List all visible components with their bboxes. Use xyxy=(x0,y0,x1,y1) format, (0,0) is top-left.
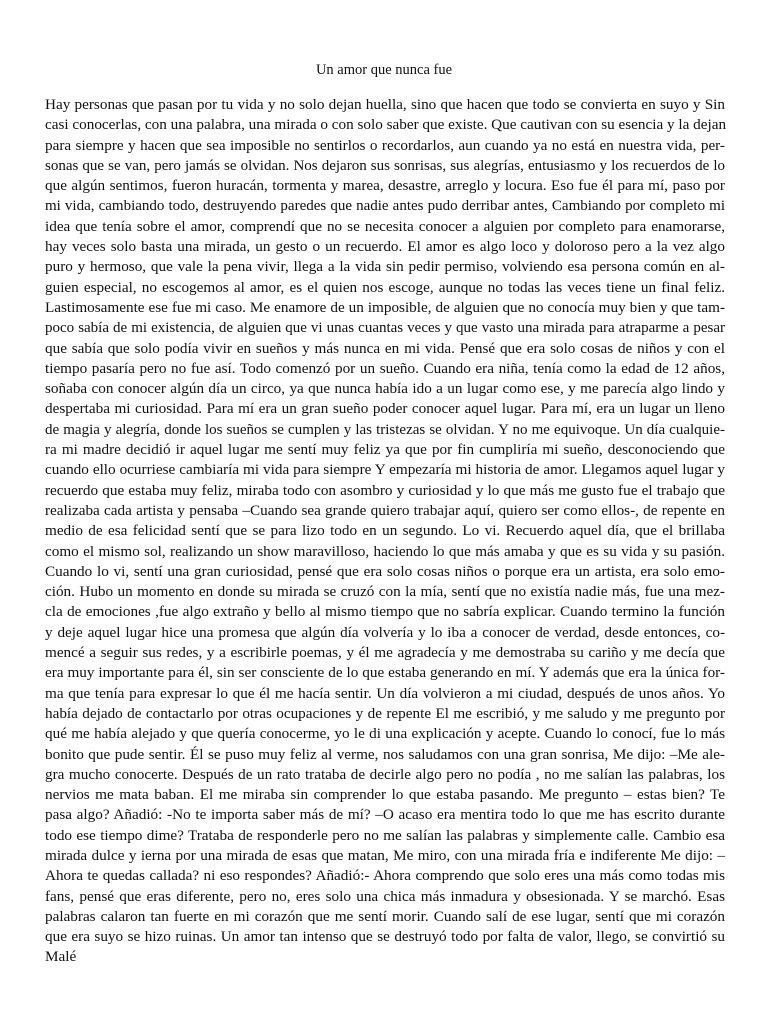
body-line: poco sabía de mi existencia, de alguien que vi unas cuantas veces y que vasto una mirada para atraparme a pesar xyxy=(45,320,725,337)
body-line: nervios me mata baban. El me miraba sin comprender lo que estaba pasando. Me pregunto – estas bien? Te xyxy=(45,786,725,804)
body-line: qué me había alejado y que quería conocerme, yo le di una explicación y acepte. Cuando lo conocí, fue lo más xyxy=(45,725,725,743)
body-line: recuerdo que estaba muy feliz, miraba todo con asombro y curiosidad y lo que más me gusto fue el trabajo que xyxy=(45,481,725,499)
body-line: gra mucho conocerte. Después de un rato trataba de decirle algo pero no podía , no me salían las palabras, los xyxy=(45,765,725,783)
body-line: mencé a seguir sus redes, y a escribirle poemas, y él me agradecía y me demostraba su cariño y me decía que xyxy=(45,644,725,662)
body-line: palabras calaron tan fuerte en mi corazón que me sentí morir. Cuando salí de ese lugar, sentí que mi corazón xyxy=(45,907,725,925)
body-line: cla de emociones ,fue algo extraño y bello al mismo tiempo que no sabría explicar. Cuando termino la función xyxy=(45,603,725,621)
body-line: medio de esa felicidad sentí que se para lizo todo en un segundo. Lo vi. Recuerdo aquel día, que el brillaba xyxy=(45,522,725,540)
body-line: despertaba mi curiosidad. Para mí era un gran sueño poder conocer aquel lugar. Para mí, era un lugar un lleno xyxy=(45,400,725,418)
body-line: era muy importante para él, sin ser consciente de lo que estaba generando en mí. Y además que era la única for- xyxy=(45,664,725,682)
body-line: que era suyo se hizo ruinas. Un amor tan intenso que se destruyó todo por falta de valor, llego, se convirtió su xyxy=(45,928,725,946)
body-line: que sabía que solo podía vivir en sueños y más nunca en mi vida. Pensé que era solo cosas de niños y con el xyxy=(45,339,725,357)
body-line: cuando ello ocurriese cambiaría mi vida para siempre Y empezaría mi historia de amor. Llegamos aquel lugar y xyxy=(45,461,725,479)
document-title: Un amor que nunca fue xyxy=(315,62,453,78)
body-line: había dejado de contactarlo por otras ocupaciones y de repente El me escribió, y me saludo y me pregunto por xyxy=(45,704,725,722)
document-body xyxy=(45,95,725,968)
body-line: hay veces solo basta una mirada, un gesto o un recuerdo. El amor es algo loco y doloroso pero a la vez algo xyxy=(45,238,725,256)
body-line: realizaba cada artista y pensaba –Cuando sea grande quiero trabajar aquí, quiero ser como ellos-, de repente en xyxy=(45,501,725,519)
body-line: tiempo pasaría pero no fue así. Todo comenzó por un sueño. Cuando era niña, tenía como la edad de 12 años, xyxy=(45,359,725,377)
body-line: para siempre y hacen que sea imposible no sentirlos o recordarlos, aun cuando ya no está en nuestra vida, per- xyxy=(45,136,725,154)
body-line: mi vida, cambiando todo, destruyendo paredes que nadie antes pudo derribar antes, Cambiando por completo mi xyxy=(45,198,725,215)
body-line: Ahora te quedas callada? ni eso respondes? Añadió:- Ahora comprendo que solo eres una más como todas mis xyxy=(45,867,725,885)
body-line: todo ese tiempo dime? Trataba de responderle pero no me salían las palabras y simplemente calle. Cambio esa xyxy=(45,826,725,844)
body-line: casi conocerlas, con una palabra, una mirada o con solo saber que existe. Que cautivan con su esencia y la dejan xyxy=(45,116,727,134)
body-line: Hay personas que pasan por tu vida y no solo dejan huella, sino que hacen que todo se convierta en suyo y Sin xyxy=(45,96,725,113)
body-line: ra mi madre decidió ir aquel lugar me sentí muy feliz ya que por fin cumpliría mi sueño, desconociendo que xyxy=(45,441,725,459)
body-line: Cuando lo vi, sentí una gran curiosidad, pensé que era solo cosas niños o porque era un artista, era solo emo- xyxy=(45,562,725,580)
body-line: bonito que pude sentir. Él se puso muy feliz al verme, nos saludamos con una gran sonrisa, Me dijo: –Me ale- xyxy=(45,745,725,763)
body-line: y deje aquel lugar hice una promesa que algún día volvería y lo iba a conocer de verdad, desde entonces, co- xyxy=(45,623,725,641)
body-line: que algún sentimos, fueron huracán, tormenta y marea, desastre, arreglo y locura. Eso fue él para mí, paso por xyxy=(45,177,725,195)
body-line: ma que tenía para expresar lo que él me hacía sentir. Un día volvieron a mi ciudad, después de unos años. Yo xyxy=(45,684,725,702)
body-line: como el mismo sol, realizando un show maravilloso, haciendo lo que más amaba y que es su vida y su pasión. xyxy=(45,542,725,560)
body-line: soñaba con conocer algún día un circo, ya que nunca había ido a un lugar como ese, y me parecía algo lindo y xyxy=(45,380,725,398)
body-line: Malé xyxy=(45,948,77,966)
body-line: pasa algo? Añadió: -No te importa saber más de mí? –O acaso era mentira todo lo que me has escrito durante xyxy=(45,806,725,824)
body-line: ción. Hubo un momento en donde su mirada se cruzó con la mía, sentí que no existía nadie más, fue una mez- xyxy=(45,583,725,601)
body-line: guien especial, no escogemos al amor, es el quien nos escoge, aunque no todas las veces tiene un final feliz. xyxy=(45,278,725,296)
body-line: puro y hermoso, que vale la pena vivir, llega a la vida sin pedir permiso, volviendo esa persona común en al- xyxy=(45,258,725,276)
body-line: de magia y alegría, donde los sueños se cumplen y las tristezas se olvidan. Y no me equivoque. Un día cualquie- xyxy=(45,421,725,438)
body-line: idea que tenía sobre el amor, comprendí que no se necesita conocer a alguien por completo para enamorarse, xyxy=(45,217,725,235)
body-line: Lastimosamente ese fue mi caso. Me enamore de un imposible, de alguien que no conocía muy bien y que tam- xyxy=(45,298,725,316)
body-line: sonas que se van, pero jamás se olvidan. Nos dejaron sus sonrisas, sus alegrías, entusiasmo y los recuerdos de lo xyxy=(45,157,725,174)
body-line: fans, pensé que eras diferente, pero no, eres solo una chica más inmadura y obsesionada. Y se marchó. Esas xyxy=(45,887,725,905)
body-line: mirada dulce y ierna por una mirada de esas que matan, Me miro, con una mirada fría e indiferente Me dijo: – xyxy=(45,846,725,864)
